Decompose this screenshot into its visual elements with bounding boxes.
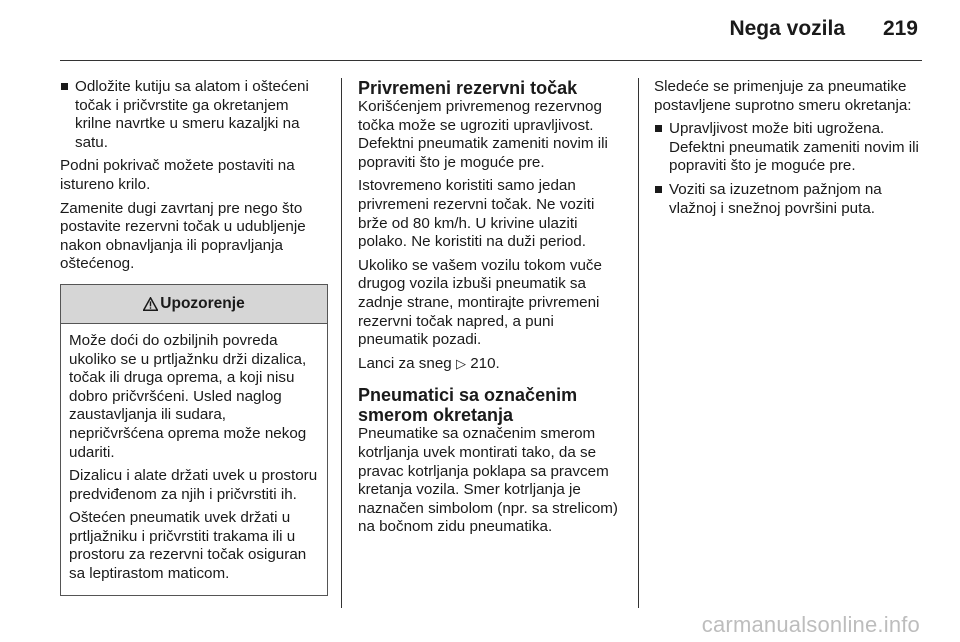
cross-reference-text: Lanci za sneg: [358, 354, 452, 372]
header-rule: [60, 60, 922, 61]
section-heading: Privremeni rezervni točak: [358, 78, 578, 98]
page-number: 219: [882, 17, 918, 40]
bullet-square-icon: [61, 83, 68, 90]
paragraph: Sledeće se primenjuje za pneumatike postavljene suprotno smeru okretanja:: [654, 78, 912, 114]
column-3: [654, 78, 926, 223]
column-divider-1: [341, 78, 342, 608]
bullet-text: Upravljivost može biti ugrožena. Defektni pneumatik zameniti novim ili popraviti što je moguće pre.: [669, 120, 919, 175]
column-1: [60, 78, 328, 596]
list-item: [654, 120, 926, 176]
section-heading: Pneumatici sa označenim smerom okretanja: [358, 385, 578, 426]
warning-title: Upozorenje: [160, 294, 245, 312]
column-2: [358, 78, 626, 542]
warning-box: [60, 284, 328, 596]
paragraph: Podni pokrivač možete postaviti na istureno krilo.: [60, 157, 295, 193]
warning-paragraph: Može doći do ozbiljnih povreda ukoliko se u prtljažnku drži dizalica, točak ili druga oprema, a koji nisu dobro pričvršćeni. Usled naglog zaustavljanja ili sudara, nepričvršćena oprema može nekog udariti.: [69, 331, 307, 461]
warning-header: [61, 285, 327, 324]
warning-paragraph: Oštećen pneumatik uvek držati u prtljažniku i pričvrstiti trakama ili u prostoru za rezervni točak osiguran sa leptirastom maticom.: [69, 509, 307, 583]
paragraph: Zamenite dugi zavrtanj pre nego što postavite rezervni točak u udubljenje nakon obnavljanja ili popravljanja oštećenog.: [60, 199, 306, 273]
list-item: [60, 78, 328, 152]
page-title: Nega vozila: [729, 17, 845, 40]
bullet-square-icon: [655, 186, 662, 193]
warning-body: [61, 324, 327, 595]
page-reference-arrow-icon: ▷: [455, 355, 466, 371]
paragraph: Ukoliko se vašem vozilu tokom vuče drugog vozila izbuši pneumatik sa zadnje strane, montirajte privremeni rezervni točak napred, a puni pneumatik pozadi.: [358, 256, 602, 349]
cross-reference: [358, 355, 626, 374]
paragraph: Istovremeno koristiti samo jedan privremeni rezervni točak. Ne voziti brže od 80 km/h. U krivine ulaziti polako. Ne koristiti na duži period.: [358, 177, 595, 251]
column-divider-2: [638, 78, 639, 608]
warning-triangle-icon: [143, 297, 158, 311]
paragraph: Korišćenjem privremenog rezervnog točka može se ugroziti upravljivost. Defektni pneumatik zameniti novim ili popraviti što je moguće pre.: [358, 98, 608, 171]
list-item: [654, 181, 926, 218]
cross-reference-link[interactable]: 210.: [470, 354, 500, 372]
bullet-square-icon: [655, 125, 662, 132]
warning-paragraph: Dizalicu i alate držati uvek u prostoru predviđenom za njih i pričvrstiti ih.: [69, 467, 318, 503]
paragraph: Pneumatike sa označenim smerom kotrljanja uvek montirati tako, da se pravac kotrljanja poklapa sa pravcem kretanja vozila. Smer kotrljanja je naznačen simbolom (npr. sa strelicom) na bočnom zidu pneumatika.: [358, 425, 618, 536]
page-header: [0, 0, 960, 62]
bullet-text: Voziti sa izuzetnom pažnjom na vlažnoj i snežnoj površini puta.: [669, 180, 882, 217]
watermark: carmanualsonline.info: [701, 612, 920, 637]
bullet-text: Odložite kutiju sa alatom i oštećeni točak i pričvrstite ga okretanjem krilne navrtke u smeru kazaljki na satu.: [75, 78, 309, 151]
